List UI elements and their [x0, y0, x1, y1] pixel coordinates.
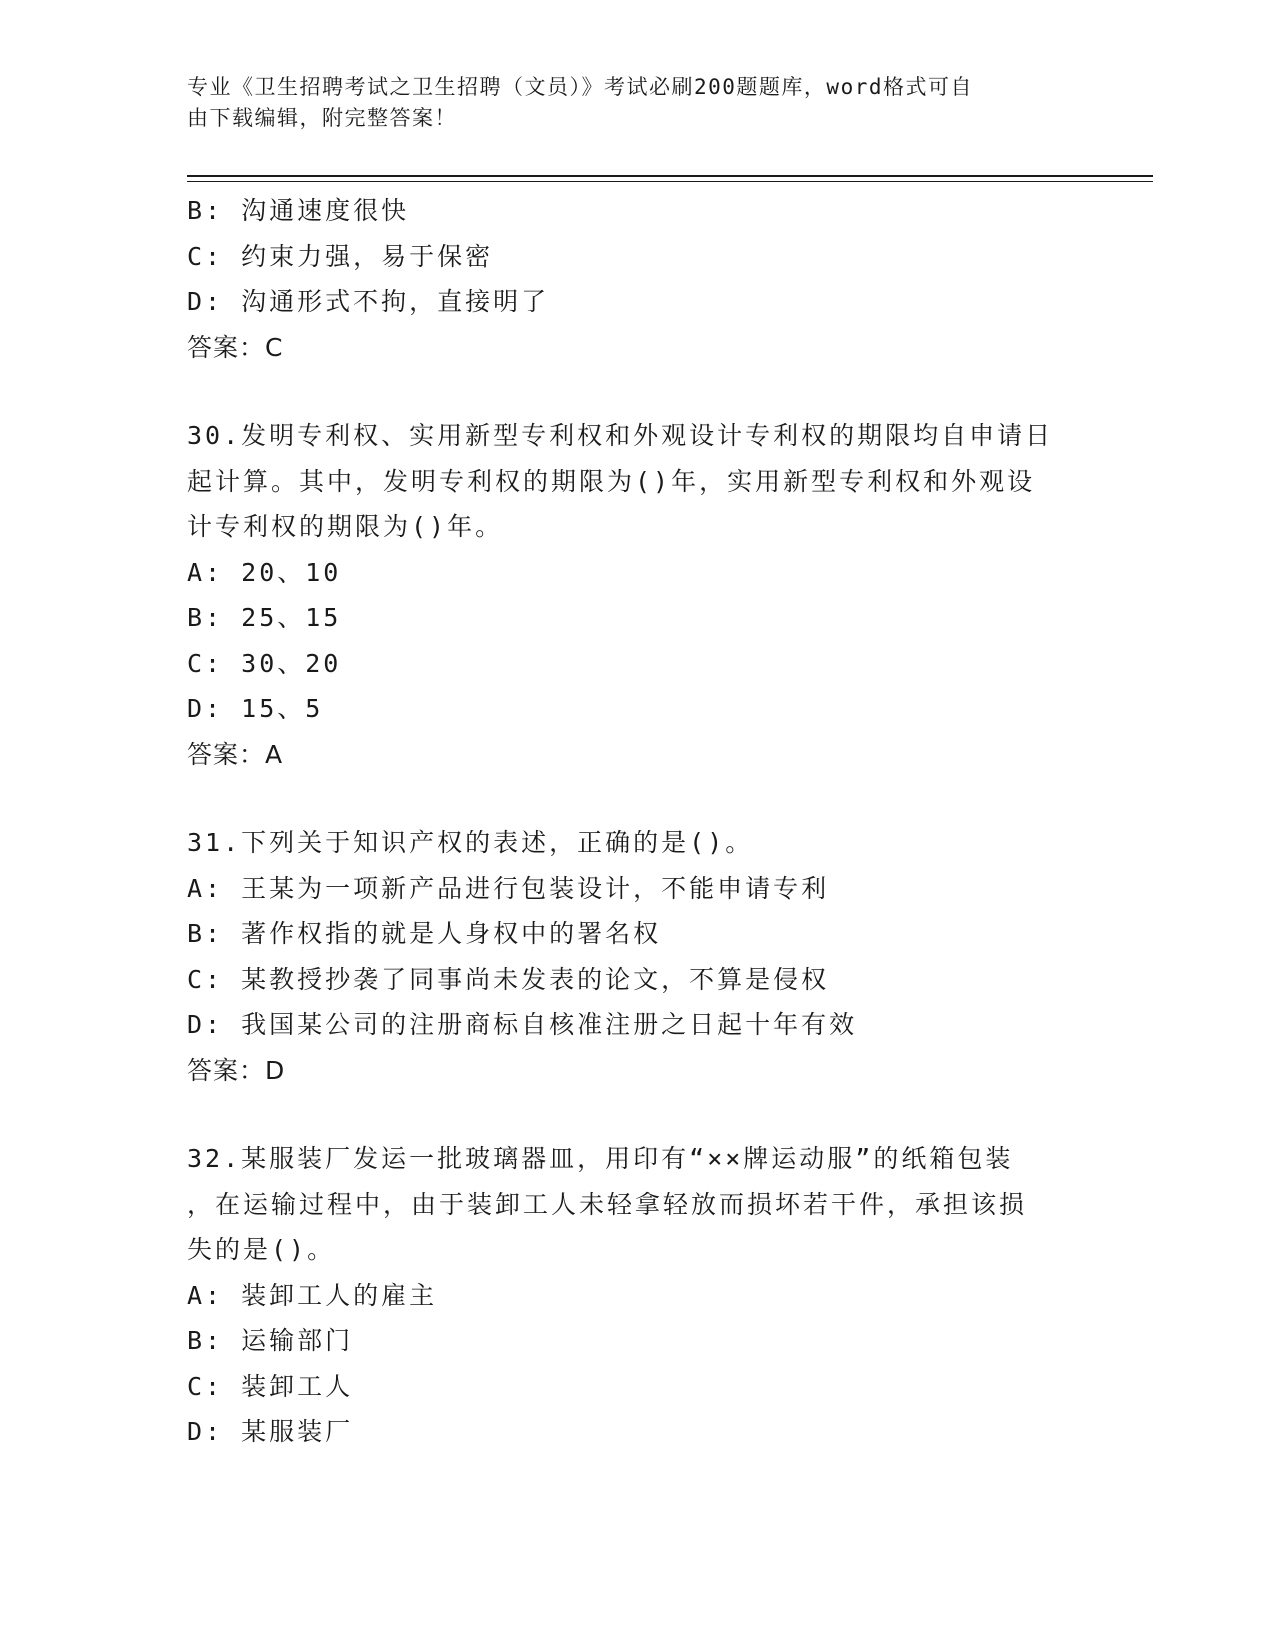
document-header: [187, 72, 1067, 134]
option-a: A: 装卸工人的雇主: [187, 1280, 438, 1310]
option-c: C: 约束力强，易于保密: [187, 241, 494, 271]
answer: 答案：D: [187, 1055, 286, 1085]
option-b: B: 25、15: [187, 603, 342, 632]
question-31: [187, 820, 1087, 1093]
question-spacer: [187, 1093, 1087, 1136]
question-text-line: 31.下列关于知识产权的表述，正确的是()。: [187, 828, 754, 857]
option-d: D: 15、5: [187, 694, 324, 723]
question-text-line: 失的是()。: [187, 1235, 336, 1264]
option-b: B: 著作权指的就是人身权中的署名权: [187, 919, 662, 948]
answer: 答案：C: [187, 332, 284, 362]
header-rule-thin: [187, 181, 1153, 182]
question-32: [187, 1136, 1087, 1455]
question-spacer: [187, 777, 1087, 820]
question-text-line: 30.发明专利权、实用新型专利权和外观设计专利权的期限均自申请日: [187, 421, 1054, 450]
header-rule-thick: [187, 175, 1153, 177]
question-text-line: 起计算。其中，发明专利权的期限为()年，实用新型专利权和外观设: [187, 466, 1036, 496]
answer: 答案：A: [187, 739, 284, 769]
option-c: C: 某教授抄袭了同事尚未发表的论文，不算是侵权: [187, 964, 830, 994]
option-d: D: 沟通形式不拘，直接明了: [187, 287, 550, 316]
option-c: C: 30、20: [187, 648, 342, 678]
option-d: D: 某服装厂: [187, 1417, 354, 1446]
option-b: B: 运输部门: [187, 1326, 354, 1355]
question-spacer: [187, 370, 1087, 413]
option-a: A: 王某为一项新产品进行包装设计，不能申请专利: [187, 873, 830, 903]
question-text-line: 计专利权的期限为()年。: [187, 512, 504, 541]
option-b: B: 沟通速度很快: [187, 196, 410, 225]
option-a: A: 20、10: [187, 557, 342, 587]
header-line-2: 由下载编辑，附完整答案！: [187, 106, 457, 130]
question-29: [187, 188, 1087, 370]
option-c: C: 装卸工人: [187, 1371, 354, 1401]
header-line-1: 专业《卫生招聘考试之卫生招聘（文员）》考试必刷200题题库，word格式可自: [187, 75, 973, 99]
question-text-line: ，在运输过程中，由于装卸工人未轻拿轻放而损坏若干件，承担该损: [187, 1189, 1028, 1219]
question-text-line: 32.某服装厂发运一批玻璃器皿，用印有“××牌运动服”的纸箱包装: [187, 1144, 1014, 1173]
option-d: D: 我国某公司的注册商标自核准注册之日起十年有效: [187, 1010, 858, 1039]
question-30: [187, 413, 1087, 777]
question-list: [187, 188, 1087, 1455]
